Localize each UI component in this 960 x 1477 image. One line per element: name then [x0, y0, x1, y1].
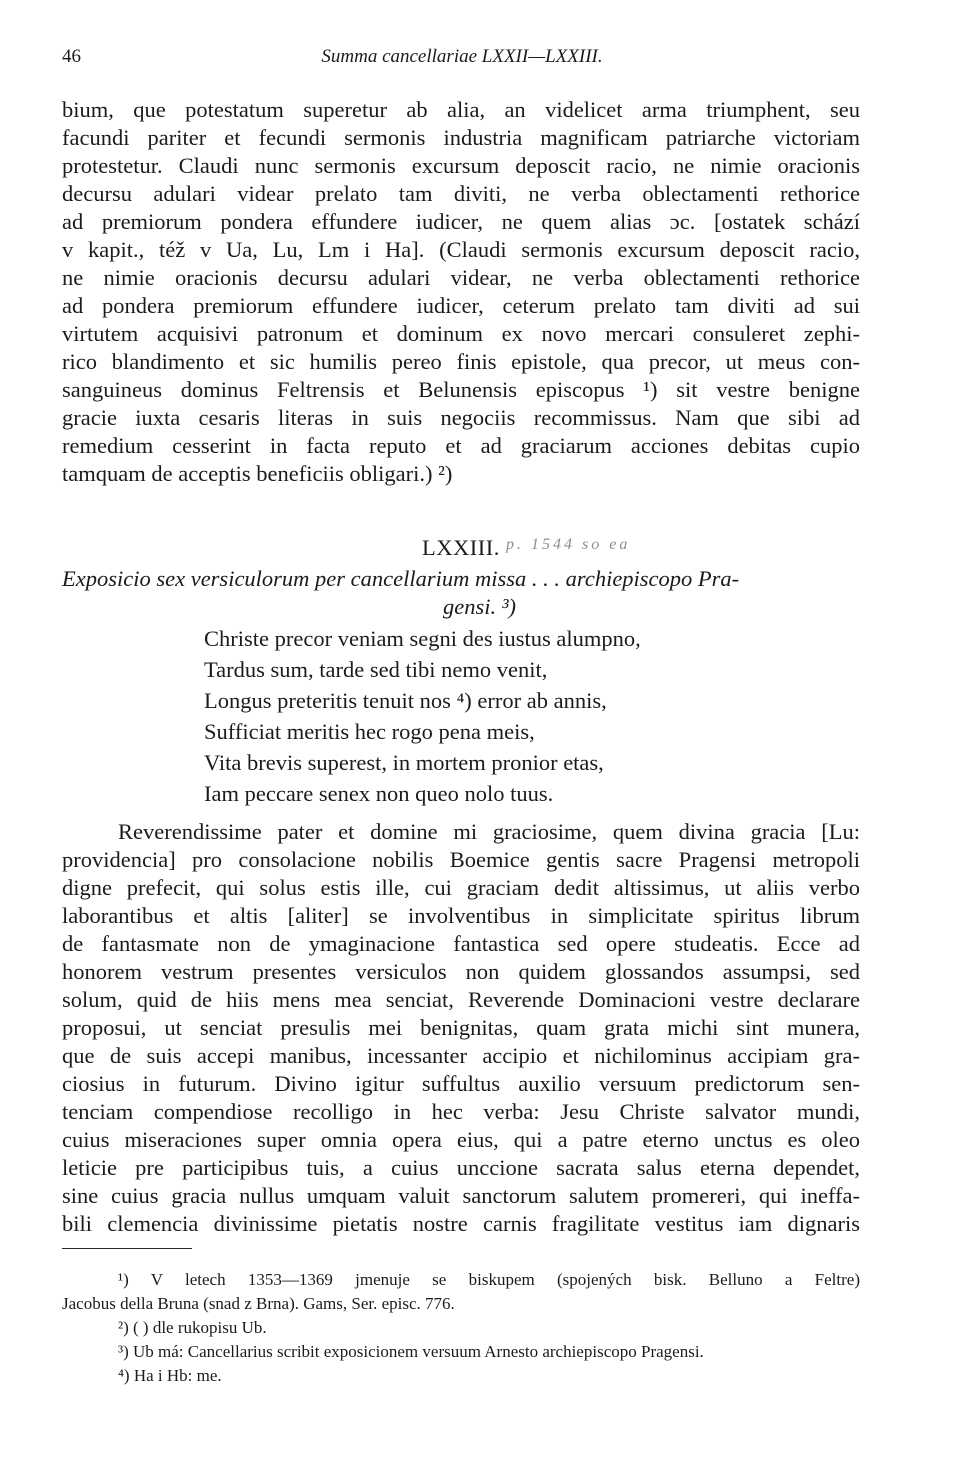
text-line: bium, que potestatum superetur ab alia, an videlicet arma triumphent, seu — [62, 97, 860, 122]
text-line: honorem vestrum presentes versiculos non quidem glossandos assumpsi, sed — [62, 959, 860, 984]
text-line: cuius miseraciones super omnia opera eius, qui a patre eterno unctus es oleo — [62, 1127, 860, 1152]
text-line: ne nimie oracionis decursu adulari videar, ne verba oblectamenti rethorice — [62, 265, 860, 290]
text-line: ciosius in futurum. Divino igitur suffultus auxilio versuum predictorum sen- — [62, 1071, 860, 1096]
verse-line: Iam peccare senex non queo nolo tuus. — [204, 781, 554, 806]
text-line: que de suis accepi manibus, incessanter accipio et nichilominus accipiam gra- — [62, 1043, 860, 1068]
document-title-line: gensi. ³) — [443, 594, 516, 619]
footnote-line: ²) ( ) dle rukopisu Ub. — [118, 1318, 267, 1337]
verse-line: Sufficiat meritis hec rogo pena meis, — [204, 719, 535, 744]
text-line: gracie iuxta cesaris literas in suis negociis recommissus. Nam que sibi ad — [62, 405, 860, 430]
verse-line: Longus preteritis tenuit nos ⁴) error ab annis, — [204, 688, 607, 713]
text-line: sanguineus dominus Feltrensis et Belunensis episcopus ¹) sit vestre benigne — [62, 377, 860, 402]
running-title: Summa cancellariae LXXII—LXXIII. — [321, 46, 603, 67]
text-line: virtutem acquisivi patronum et dominum ex novo mercari consuleret zephi- — [62, 321, 860, 346]
text-line: decursu adulari videar prelato tam diviti, ne verba oblectamenti rethorice — [62, 181, 860, 206]
text-line: ad pondera premiorum effundere iudicer, ceterum prelato tam diviti ad sui — [62, 293, 860, 318]
handwritten-pencil-note: p. 1544 so ea — [506, 536, 631, 553]
document-number-heading: LXXIII. — [422, 535, 500, 560]
text-line: Reverendissime pater et domine mi graciosime, quem divina gracia [Lu: — [118, 819, 860, 844]
text-line: remedium cesserint in facta reputo et ad graciarum acciones debitas cupio — [62, 433, 860, 458]
footnote-line: ³) Ub má: Cancellarius scribit exposicionem versuum Arnesto archiepiscopo Pragensi. — [118, 1342, 704, 1361]
text-line: v kapit., též v Ua, Lu, Lm i Ha]. (Claudi sermonis excursum deposcit racio, — [62, 237, 860, 262]
running-head — [62, 46, 862, 72]
page-number: 46 — [62, 46, 81, 67]
footnote-line: ¹) V letech 1353—1369 jmenuje se biskupem (spojených bisk. Belluno a Feltre) — [118, 1270, 860, 1289]
text-line: tenciam compendiose recolligo in hec verba: Jesu Christe salvator mundi, — [62, 1099, 860, 1124]
footnote-line: ⁴) Ha i Hb: me. — [118, 1366, 222, 1385]
verse-line: Tardus sum, tarde sed tibi nemo venit, — [204, 657, 548, 682]
text-line: laborantibus et altis [aliter] se involventibus in simplicitate spiritus librum — [62, 903, 860, 928]
text-line: sine cuius gracia nullus umquam valuit sanctorum salutem promereri, qui ineffa- — [62, 1183, 860, 1208]
text-line: tamquam de acceptis beneficiis obligari.) ²) — [62, 461, 453, 486]
verse-line: Vita brevis superest, in mortem pronior etas, — [204, 750, 604, 775]
text-line: providencia] pro consolacione nobilis Boemice gentis sacre Pragensi metropoli — [62, 847, 860, 872]
text-line: facundi pariter et fecundi sermonis industria magnificam patriarche victoriam — [62, 125, 860, 150]
document-title-line: Exposicio sex versiculorum per cancellarium missa . . . archiepiscopo Pra- — [62, 566, 740, 591]
text-line: ad premiorum pondera effundere iudicer, ne quem alias ɔc. [ostatek schází — [62, 209, 860, 234]
verse-line: Christe precor veniam segni des iustus alumpno, — [204, 626, 641, 651]
text-line: rico blandimento et sic humilis pereo finis epistole, qua precor, ut meus con- — [62, 349, 860, 374]
text-line: digne prefecit, qui solus estis ille, cui graciam dedit altissimus, ut aliis verbo — [62, 875, 860, 900]
text-line: leticie pre participibus tuis, a cuius unccione sacrata salus eterna dependet, — [62, 1155, 860, 1180]
text-line: de fantasmate non de ymaginacione fantastica sed opere studeatis. Ecce ad — [62, 931, 860, 956]
text-line: solum, quid de hiis mens mea senciat, Reverende Dominacioni vestre declarare — [62, 987, 860, 1012]
text-line: proposui, ut senciat presulis mei benignitas, quam grata michi sint munera, — [62, 1015, 860, 1040]
footnote-line: Jacobus della Bruna (snad z Brna). Gams, Ser. episc. 776. — [62, 1294, 455, 1313]
text-line: bili clemencia divinissime pietatis nostre carnis fragilitate vestitus iam dignaris — [62, 1211, 860, 1236]
footnote-divider — [62, 1248, 192, 1249]
text-line: protestetur. Claudi nunc sermonis excursum deposcit racio, ne nimie oracionis — [62, 153, 860, 178]
